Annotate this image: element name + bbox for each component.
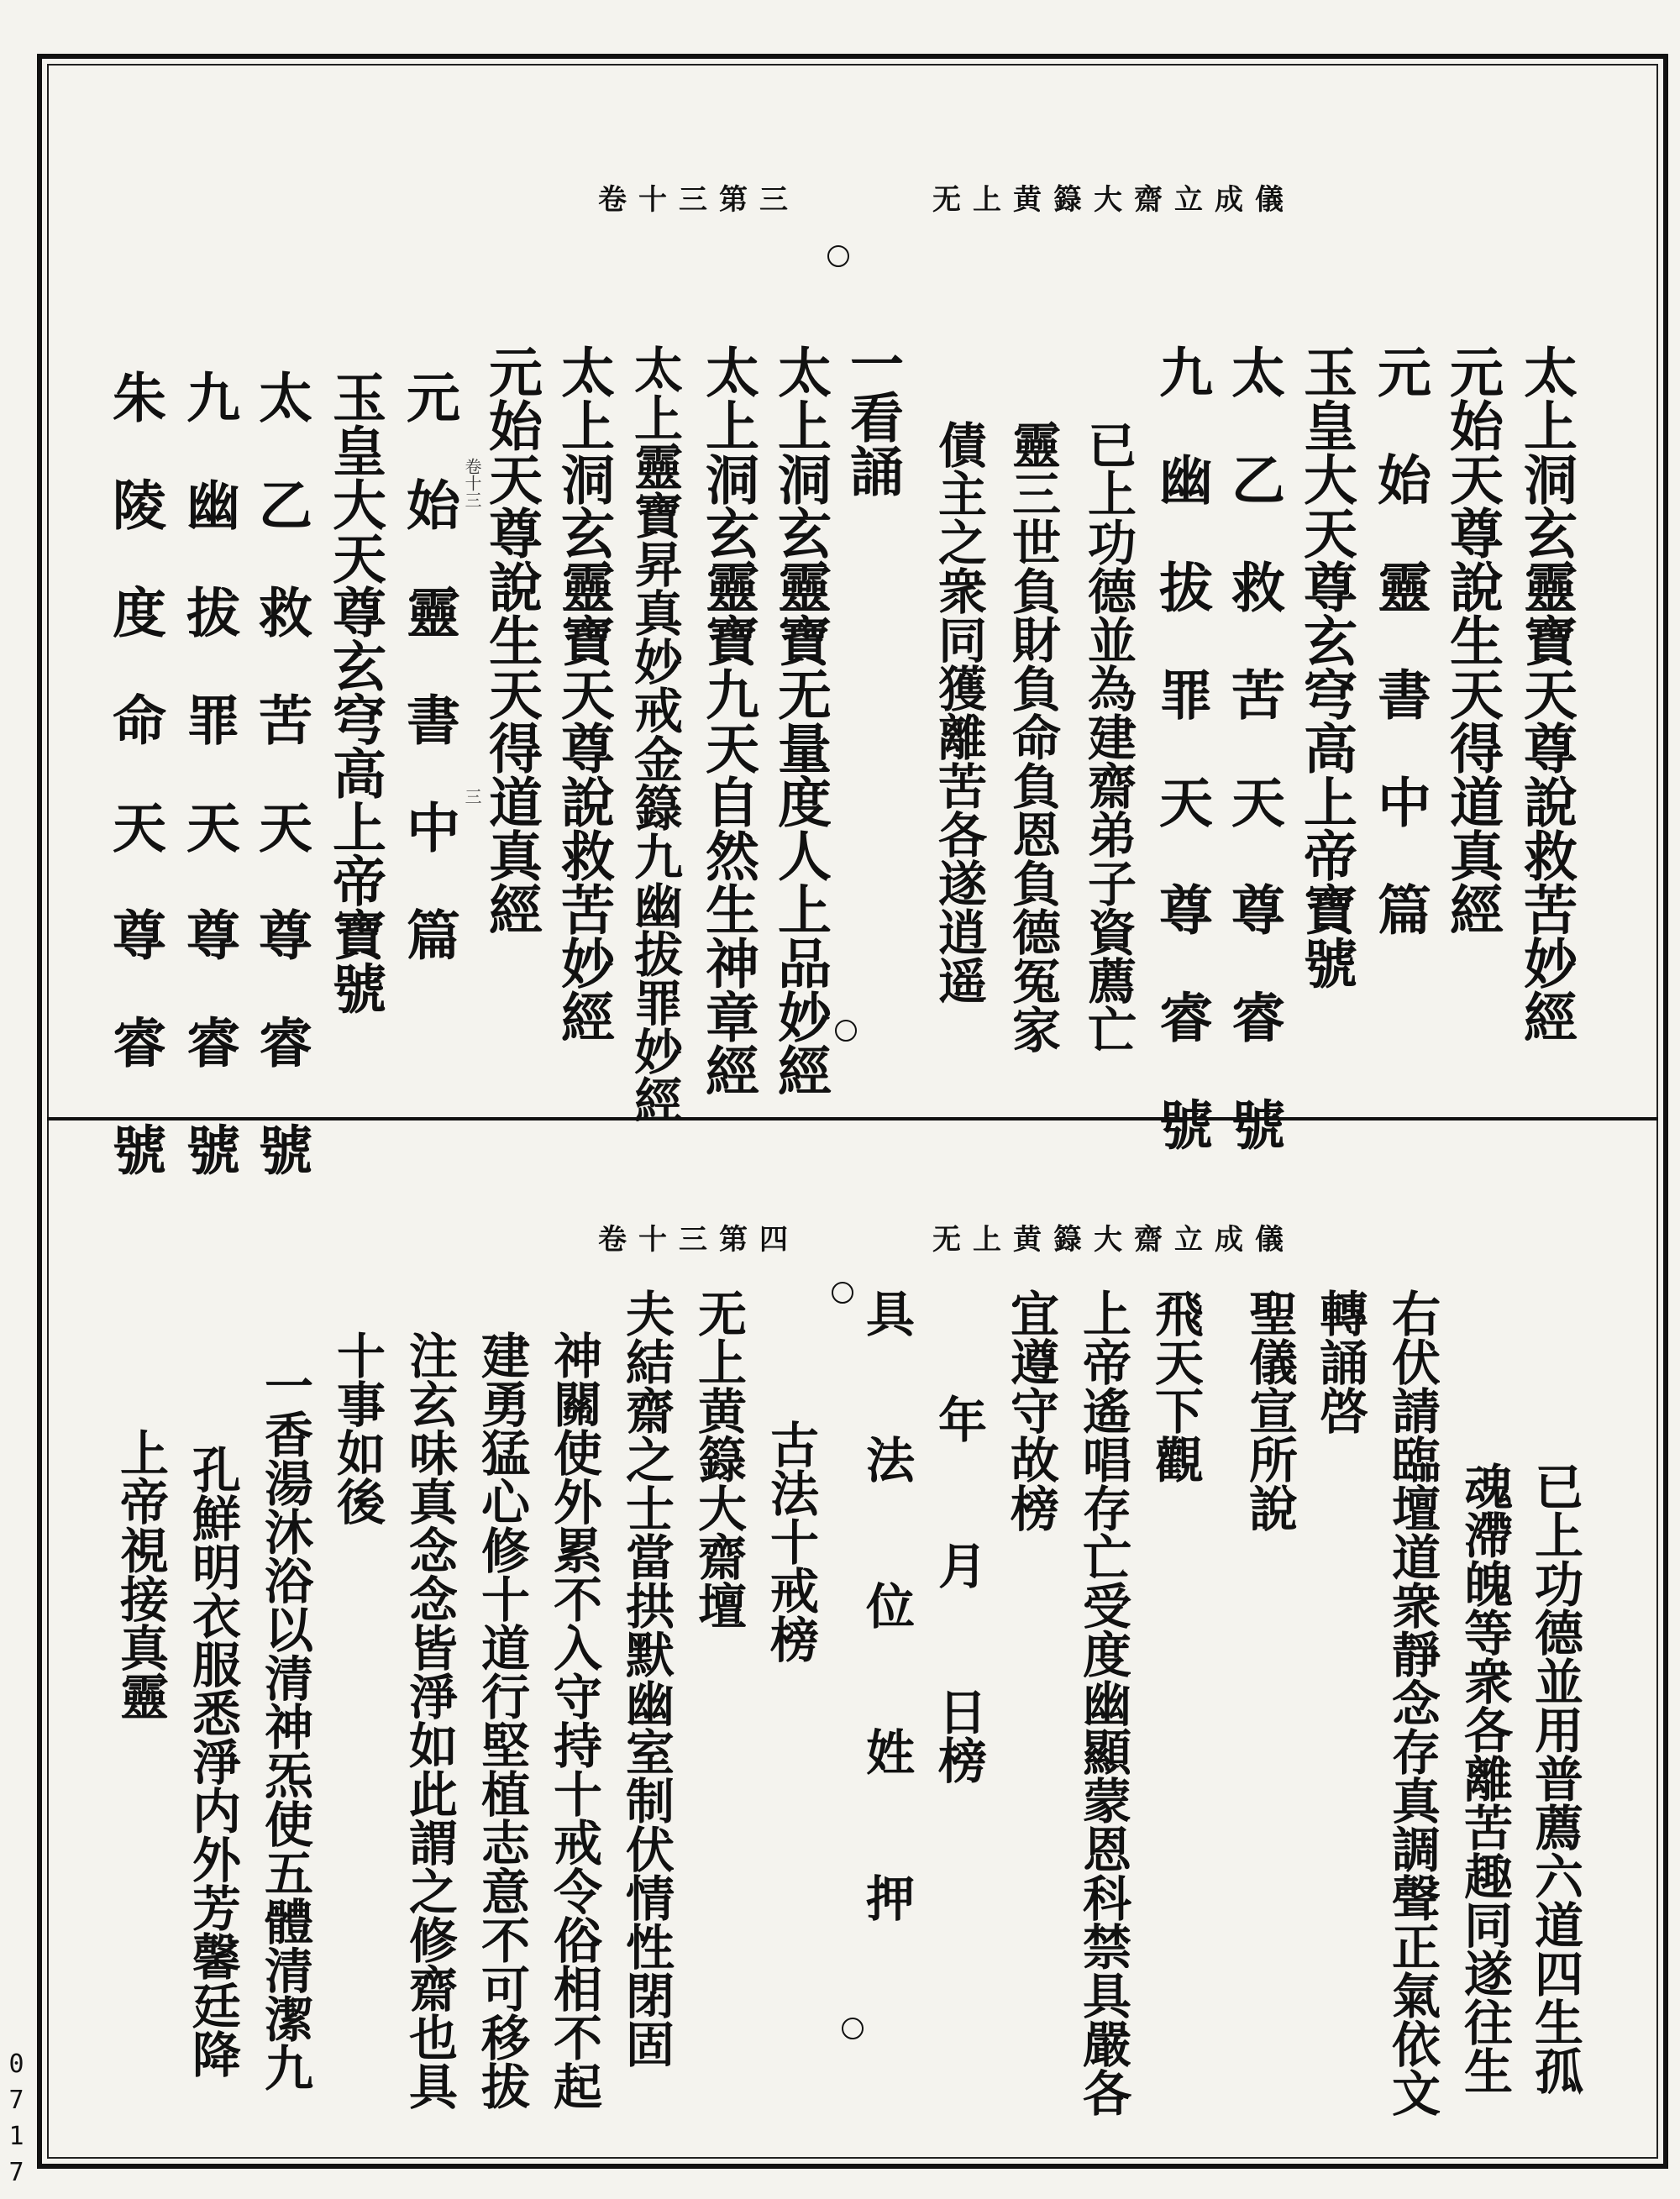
text-column: 神關使外累不入守持十戒令俗相不起 [545,1330,602,2110]
bottom-running-head-volume: 卷十三第四 [598,1223,800,1257]
text-column: 飛天下觀 [1147,1288,1204,1483]
text-column: 太 乙 救 苦 天 尊 睿 號 [249,370,312,1176]
text-column: 太上洞玄靈寶天尊說救苦妙經 [552,344,615,1043]
text-column: 元 始 靈 書 中 篇 [397,370,460,961]
text-column: 无上黄籙大齋壇 [690,1288,747,1630]
text-column: 古法十戒榜 [762,1420,819,1663]
text-column: 九 幽 拔 罪 天 尊 睿 號 [1150,344,1213,1151]
text-column: 宜遵守故榜 [1002,1288,1059,1532]
text-column: 玉皇大天尊玄穹高上帝寶號 [1294,344,1357,989]
bottom-running-head-title: 无上黄籙大齋立成儀 [932,1223,1295,1257]
text-column: 元 始 靈 書 中 篇 [1368,344,1431,936]
text-column: 聖儀宣所說 [1241,1288,1298,1532]
text-column: 建勇猛心修十道行堅植志意不可移拔 [473,1330,530,2110]
text-column: 已上功德並為建齋弟子資薦亡 [1079,420,1137,1053]
text-column: 玉皇大天尊玄穹高上帝寶號 [323,370,386,1015]
page-number: 0717 [2,2049,31,2194]
text-column: 已上功德並用普薦六道四生孤 [1526,1462,1583,2095]
text-column: 朱 陵 度 命 天 尊 睿 號 [103,370,166,1176]
text-column: 靈三世負財負命負恩負德冤家 [1004,420,1061,1053]
text-column-heading: 一看誦 [841,336,904,497]
text-column: 具 法 位 姓 押 [858,1288,915,1922]
text-column: 轉誦啓 [1311,1288,1368,1435]
text-column: 九 幽 拔 罪 天 尊 睿 號 [177,370,240,1176]
registration-circle-icon [842,2018,864,2039]
text-column: 上帝視接真靈 [112,1428,169,1720]
text-column: 元始天尊說生天得道真經 [480,344,543,936]
text-column: 太上靈寶昇真妙戒金籙九幽拔罪妙經 [626,344,683,1124]
text-column: 債主之衆同獲離苦各遂逍遥 [930,420,987,1005]
text-column: 太上洞玄靈寶天尊說救苦妙經 [1515,344,1578,1043]
registration-circle-icon [832,1282,853,1304]
registration-circle-icon [835,1020,857,1042]
text-column: 一香湯沐浴以清神炁使五體清潔九 [256,1361,313,2091]
text-column: 魂滯魄等衆各離苦趣同遂往生 [1456,1462,1513,2095]
text-column: 十事如後 [328,1330,386,1525]
text-column: 夫結齋之士當拱默幽室制伏情性閉固 [617,1288,675,2068]
text-column: 元始天尊說生天得道真經 [1441,344,1504,936]
text-column: 注玄味真念念皆淨如此謂之修齋也具 [401,1330,458,2110]
margin-note: 卷十三 [462,458,482,508]
text-column: 右伏請臨壇道衆靜念存真調聲正氣依文 [1383,1288,1441,2117]
text-column: 年 月 日榜 [930,1394,987,1784]
text-column: 太上洞玄靈寶无量度人上品妙經 [769,344,832,1097]
registration-circle-icon [827,245,849,267]
top-running-head-volume: 卷十三第三 [598,183,800,217]
margin-mark: 三 [462,788,482,805]
text-column: 上帝遙唱存亡受度幽顯蒙恩科禁具嚴各 [1074,1288,1131,2117]
text-column: 太上洞玄靈寶九天自然生神章經 [696,344,759,1097]
text-column: 孔鮮明衣服悉淨内外芳馨廷降 [184,1445,241,2078]
text-column: 太 乙 救 苦 天 尊 睿 號 [1222,344,1285,1151]
top-running-head-title: 无上黄籙大齋立成儀 [932,183,1295,217]
